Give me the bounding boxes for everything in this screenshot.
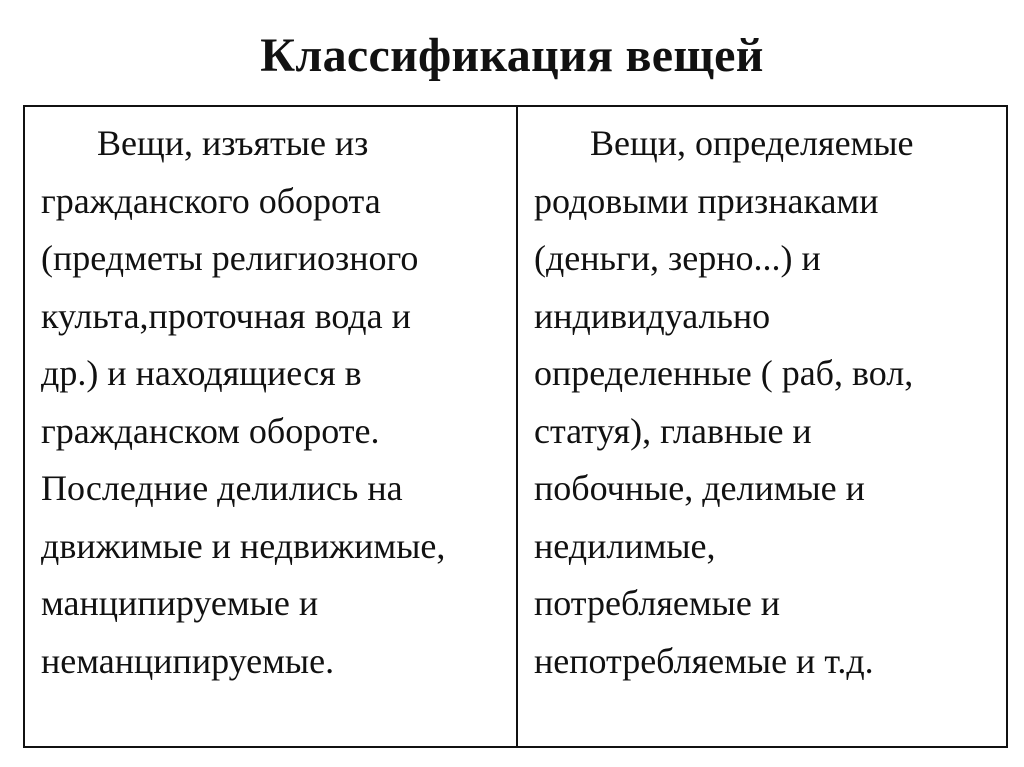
text-line: побочные, делимые и <box>534 468 865 508</box>
text-line: культа,проточная вода и <box>41 295 411 336</box>
text-line: статуя), главные и <box>534 410 812 451</box>
text-line: определенные ( раб, вол, <box>534 353 914 393</box>
text-line: Вещи, определяемые <box>590 123 914 163</box>
text-line: неманципируемые. <box>41 640 335 681</box>
text-line: манципируемые и <box>41 583 319 623</box>
text-line: потребляемые и <box>534 583 781 623</box>
text-line: движимые и недвижимые, <box>41 525 446 566</box>
text-line: индивидуально <box>534 295 771 336</box>
column-withdrawn-things <box>25 107 518 746</box>
text-line: др.) и находящиеся в <box>41 353 362 393</box>
text-line: недилимые, <box>534 525 716 566</box>
text-line: Вещи, изъятые из <box>97 123 369 163</box>
text-line: непотребляемые и т.д. <box>534 640 874 681</box>
text-line: Последние делились на <box>41 468 403 508</box>
page-title: Классификация вещей <box>260 29 764 82</box>
text-line: гражданского оборота <box>41 180 381 221</box>
text-line: родовыми признаками <box>534 180 879 221</box>
text-line: (деньги, зерно...) и <box>534 238 821 278</box>
text-line: гражданском обороте. <box>41 410 380 451</box>
classification-table <box>23 105 1008 748</box>
column-generic-things <box>518 107 1006 746</box>
text-line: (предметы религиозного <box>41 238 419 278</box>
